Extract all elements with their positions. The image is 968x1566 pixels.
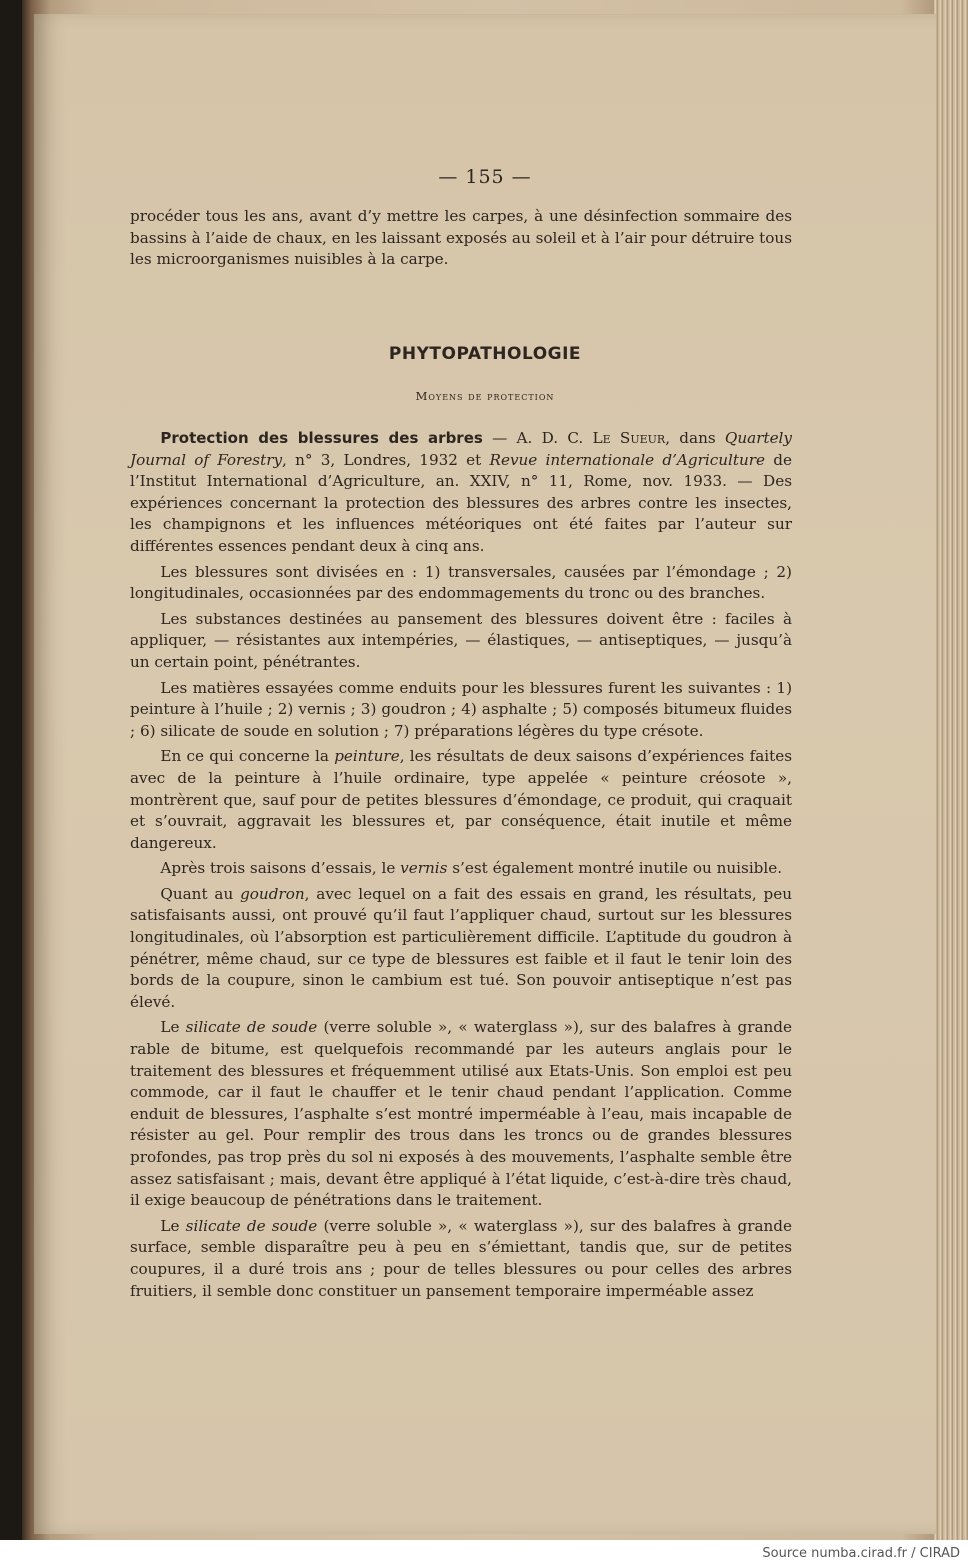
article-dash: — A. D. C. (482, 429, 593, 447)
emphasis-silicate: silicate de soude (185, 1216, 318, 1235)
paragraph-goudron (130, 884, 792, 1014)
emphasis-silicate: silicate de soude (185, 1018, 318, 1037)
subsection-heading: Moyens de protection (415, 389, 555, 403)
text-run: Le (160, 1018, 186, 1037)
paragraph-vernis (130, 858, 792, 880)
page-number: — 155 — (438, 166, 532, 188)
text-run: Après trois saisons d’essais, le (160, 859, 401, 878)
paragraph-substances: Les substances destinées au pansement des blessures doivent être : faciles à appliquer, — résistantes aux intempéries, — élastiques, — antiseptiques, — jusqu’à un certain point, pénétrantes. (130, 609, 792, 671)
text-run: s’est également montré inutile ou nuisible. (447, 859, 783, 878)
article-body (130, 428, 792, 1306)
section-heading: PHYTOPATHOLOGIE (388, 344, 582, 364)
article-source-mid: , n° 3, Londres, 1932 et (282, 450, 490, 469)
paragraph-matieres: Les matières essayées comme enduits pour les blessures furent les suivantes : 1) peinture à l’huile ; 2) vernis ; 3) goudron ; 4) asphalte ; 5) composés bitumeux fluides ; 6) silicate de soude en solution ; 7) préparations légères du type crésote. (130, 678, 792, 740)
article-title: Protection des blessures des arbres (160, 429, 483, 447)
article-author: Le Sueur (592, 429, 666, 447)
paragraph-silicate-2 (130, 1216, 792, 1302)
emphasis-peinture: peinture (334, 747, 400, 766)
text-run: , avec lequel on a fait des essais en grand, les résultats, peu satisfaisants aussi, ont prouvé qu’il faut l’appliquer chaud, surtout sur les blessures longitudinales, où l’absorption est particulièrement difficile. L’aptitude du goudron à pénétrer, même chaud, sur ce type de blessures est faible et il faut le tenir loin des bords de la coupure, sinon le cambium est tué. Son pouvoir antiseptique n’est pas élevé. (130, 884, 792, 1011)
journal-name-2: Revue internationale d’Agriculture (489, 450, 766, 469)
text-run: , les résultats de deux saisons d’expériences faites avec de la peinture à l’huile ordinaire, type appelée « peinture créosote », montrèrent que, sauf pour de petites blessures d’émondage, ce produit, qui craquait et s’ouvrait, aggravait les blessures et, par conséquence, était inutile et même dangereux. (130, 747, 792, 852)
text-run: Le (160, 1216, 186, 1235)
page-sheet (34, 14, 936, 1534)
text-run: Quant au (160, 884, 241, 903)
emphasis-vernis: vernis (400, 859, 448, 878)
paragraph-silicate-1 (130, 1017, 792, 1211)
book-fore-edges (934, 0, 968, 1540)
journal-name-1: Quartely Journal of Forestry (130, 429, 792, 469)
article-source-post: de l’Institut International d’Agriculture, an. XXIV, n° 11, Rome, nov. 1933. — Des expériences concernant la protection des blessures des arbres contre les insectes, les champignons et les influences météoriques ont été faites par l’auteur sur différentes essences pendant deux à cinq ans. (130, 450, 792, 555)
intro-text (130, 206, 792, 275)
text-run: En ce qui concerne la (160, 747, 335, 766)
article-source-pre: , dans (665, 429, 725, 447)
paragraph-peinture (130, 746, 792, 854)
source-credit: Source numba.cirad.fr / CIRAD (762, 1546, 960, 1561)
intro-paragraph: procéder tous les ans, avant d’y mettre les carpes, à une désinfection sommaire des bassins à l’aide de chaux, en les laissant exposés au soleil et à l’air pour détruire tous les microorganismes nuisibles à la carpe. (130, 207, 792, 269)
text-run: (verre soluble », « waterglass »), sur des balafres à grande rable de bitume, est quelquefois recommandé par les auteurs anglais pour le traitement des blessures et fréquemment utilisé aux Etats-Unis. Son emploi est peu commode, car il faut le chauffer et le tenir chaud pendant l’application. Comme enduit de blessures, l’asphalte s’est montré imperméable à l’eau, mais incapable de résister au gel. Pour remplir des trous dans les troncs ou de grandes blessures profondes, pas trop près du sol ni exposés à des mouvements, l’asphalte semble être assez satisfaisant ; mais, devant être appliqué à l’état liquide, c’est-à-dire très chaud, il exige beaucoup de pénétrations dans le traitement. (130, 1018, 793, 1210)
article-lead-paragraph (130, 428, 792, 558)
paragraph-blessures: Les blessures sont divisées en : 1) transversales, causées par l’émondage ; 2) longitudinales, occasionnées par des endommagements du tronc ou des branches. (130, 562, 792, 603)
text-run: (verre soluble », « waterglass »), sur des balafres à grande surface, semble disparaître peu à peu en s’émiettant, tandis que, sur de petites coupures, il a duré trois ans ; pour de telles blessures ou pour celles des arbres fruitiers, il semble donc constituer un pansement temporaire imperméable assez (130, 1216, 793, 1300)
emphasis-goudron: goudron (240, 884, 305, 903)
